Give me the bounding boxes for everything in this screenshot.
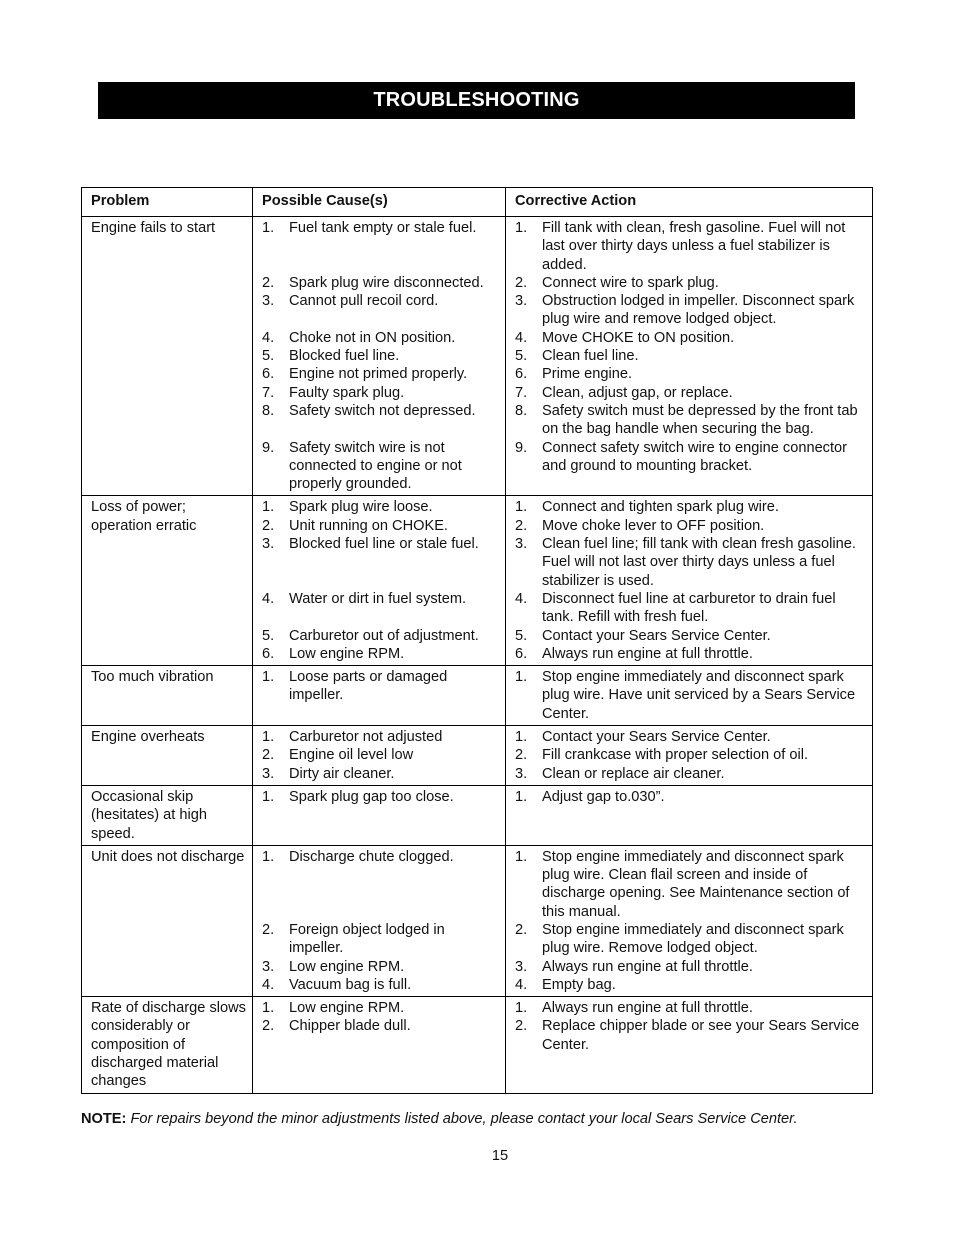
action-item (515, 921, 866, 958)
cause-text: Blocked fuel line. (289, 348, 400, 365)
note (81, 1110, 881, 1128)
action-text: Contact your Sears Service Center. (542, 729, 771, 746)
action-item (515, 439, 866, 476)
cause-text: Faulty spark plug. (289, 384, 405, 401)
cause-text: Unit running on CHOKE. (289, 517, 448, 534)
spacer (262, 572, 499, 590)
cause-number: 5. (262, 627, 275, 644)
problem-cell: Loss of power; operation erratic (82, 496, 253, 666)
action-number: 1. (515, 848, 528, 865)
action-text: Replace chipper blade or see your Sears Service Center. (542, 1018, 860, 1053)
cause-text: Water or dirt in fuel system. (289, 590, 467, 607)
spacer (262, 237, 499, 255)
table-row (82, 217, 873, 496)
action-text: Connect and tighten spark plug wire. (542, 499, 779, 516)
action-number: 5. (515, 627, 528, 644)
spacer (262, 866, 499, 884)
action-item (515, 498, 866, 516)
action-item (515, 746, 866, 764)
action-number: 9. (515, 439, 528, 456)
cause-cell (253, 997, 506, 1093)
cause-text: Carburetor out of adjustment. (289, 627, 479, 644)
cause-item (262, 999, 499, 1017)
action-number: 2. (515, 517, 528, 534)
table-header-row (82, 188, 873, 217)
action-text: Obstruction lodged in impeller. Disconnect spark plug wire and remove lodged object. (542, 293, 855, 328)
cause-number: 9. (262, 439, 275, 456)
action-number: 1. (515, 220, 528, 236)
spacer (262, 608, 499, 626)
action-text: Fill tank with clean, fresh gasoline. Fuel will not last over thirty days unless a fuel stabilizer is added. (542, 220, 846, 273)
action-text: Safety switch must be depressed by the front tab on the bag handle when securing the bag. (542, 402, 858, 438)
action-cell (506, 217, 873, 496)
action-text: Always run engine at full throttle. (542, 645, 753, 662)
action-item (515, 535, 866, 590)
table-row (82, 666, 873, 726)
action-number: 2. (515, 274, 528, 291)
action-item (515, 668, 866, 723)
cause-number: 1. (262, 1000, 275, 1017)
action-number: 4. (515, 976, 528, 993)
action-item (515, 788, 866, 806)
cause-item (262, 365, 499, 383)
cause-item (262, 274, 499, 292)
action-number: 8. (515, 402, 528, 419)
column-header-causes: Possible Cause(s) (253, 188, 506, 217)
action-text: Move choke lever to OFF position. (542, 517, 765, 534)
action-number: 1. (515, 669, 528, 686)
action-number: 6. (515, 366, 528, 383)
spacer (262, 420, 499, 438)
cause-cell (253, 785, 506, 845)
page-title: TROUBLESHOOTING (373, 89, 580, 111)
action-text: Contact your Sears Service Center. (542, 627, 771, 644)
action-item (515, 627, 866, 645)
cause-item (262, 347, 499, 365)
problem-cell: Occasional skip (hesitates) at high speed. (82, 785, 253, 845)
action-cell (506, 726, 873, 786)
cause-item (262, 517, 499, 535)
cause-cell (253, 666, 506, 726)
action-number: 5. (515, 348, 528, 365)
action-number: 1. (515, 729, 528, 746)
cause-item (262, 848, 499, 866)
action-number: 4. (515, 329, 528, 346)
action-item (515, 402, 866, 439)
cause-number: 3. (262, 765, 275, 782)
column-header-problem: Problem (82, 188, 253, 217)
cause-text: Engine oil level low (289, 747, 414, 764)
cause-number: 3. (262, 536, 275, 553)
cause-number: 6. (262, 645, 275, 662)
cause-text: Choke not in ON position. (289, 329, 456, 346)
action-number: 7. (515, 384, 528, 401)
cause-item (262, 668, 499, 705)
action-item (515, 958, 866, 976)
cause-number: 8. (262, 402, 275, 419)
action-cell (506, 785, 873, 845)
note-label: NOTE: (81, 1111, 127, 1127)
section-title-banner (98, 82, 855, 119)
action-text: Adjust gap to.030”. (542, 788, 665, 805)
cause-text: Discharge chute clogged. (289, 848, 454, 865)
cause-number: 7. (262, 384, 275, 401)
table-row (82, 785, 873, 845)
cause-item (262, 384, 499, 402)
cause-item (262, 402, 499, 420)
action-number: 6. (515, 645, 528, 662)
spacer (262, 884, 499, 902)
cause-number: 5. (262, 348, 275, 365)
cause-item (262, 765, 499, 783)
cause-number: 2. (262, 747, 275, 764)
cause-item (262, 746, 499, 764)
cause-cell (253, 726, 506, 786)
action-text: Clean fuel line. (542, 348, 639, 365)
problem-cell: Engine fails to start (82, 217, 253, 496)
action-text: Always run engine at full throttle. (542, 958, 753, 975)
action-number: 2. (515, 747, 528, 764)
table-row (82, 496, 873, 666)
cause-number: 4. (262, 590, 275, 607)
spacer (262, 903, 499, 921)
cause-text: Dirty air cleaner. (289, 765, 395, 782)
action-item (515, 645, 866, 663)
action-text: Clean, adjust gap, or replace. (542, 384, 733, 401)
cause-number: 2. (262, 274, 275, 291)
problem-cell: Engine overheats (82, 726, 253, 786)
action-cell (506, 496, 873, 666)
cause-item (262, 627, 499, 645)
action-number: 1. (515, 1000, 528, 1017)
action-number: 2. (515, 921, 528, 938)
action-item (515, 976, 866, 994)
action-number: 4. (515, 590, 528, 607)
cause-number: 4. (262, 329, 275, 346)
cause-number: 2. (262, 921, 275, 938)
cause-text: Loose parts or damaged impeller. (289, 669, 448, 704)
cause-number: 1. (262, 788, 275, 805)
table-body (82, 217, 873, 1094)
cause-text: Spark plug wire loose. (289, 499, 433, 516)
cause-number: 1. (262, 220, 275, 236)
action-number: 3. (515, 765, 528, 782)
action-cell (506, 845, 873, 996)
cause-text: Vacuum bag is full. (289, 976, 412, 993)
action-text: Move CHOKE to ON position. (542, 329, 735, 346)
action-text: Connect safety switch wire to engine connector and ground to mounting bracket. (542, 439, 848, 474)
action-item (515, 384, 866, 402)
cause-text: Engine not primed properly. (289, 366, 468, 383)
action-cell (506, 666, 873, 726)
action-text: Always run engine at full throttle. (542, 1000, 753, 1017)
action-number: 2. (515, 1018, 528, 1035)
cause-number: 2. (262, 517, 275, 534)
action-text: Connect wire to spark plug. (542, 274, 719, 291)
problem-cell: Unit does not discharge (82, 845, 253, 996)
cause-item (262, 292, 499, 310)
action-number: 3. (515, 536, 528, 553)
cause-text: Low engine RPM. (289, 1000, 405, 1017)
action-item (515, 999, 866, 1017)
action-text: Stop engine immediately and disconnect spark plug wire. Have unit serviced by a Sears Service Center. (542, 669, 856, 722)
action-item (515, 329, 866, 347)
cause-item (262, 645, 499, 663)
action-text: Prime engine. (542, 366, 633, 383)
cause-cell (253, 845, 506, 996)
cause-item (262, 590, 499, 608)
cause-number: 6. (262, 366, 275, 383)
action-item (515, 347, 866, 365)
action-number: 3. (515, 293, 528, 310)
troubleshooting-table (81, 187, 873, 1094)
cause-number: 1. (262, 848, 275, 865)
cause-text: Blocked fuel line or stale fuel. (289, 536, 479, 553)
action-text: Clean fuel line; fill tank with clean fresh gasoline. Fuel will not last over thirty days unless a fuel stabilizer is used. (542, 536, 856, 589)
cause-text: Spark plug gap too close. (289, 788, 454, 805)
cause-item (262, 535, 499, 553)
spacer (262, 553, 499, 571)
cause-number: 4. (262, 976, 275, 993)
action-text: Stop engine immediately and disconnect spark plug wire. Clean flail screen and inside of discharge opening. See Maintenance section of this manual. (542, 848, 850, 920)
table-row (82, 997, 873, 1093)
action-item (515, 517, 866, 535)
cause-number: 1. (262, 729, 275, 746)
action-item (515, 219, 866, 274)
cause-text: Low engine RPM. (289, 645, 405, 662)
cause-number: 1. (262, 669, 275, 686)
cause-item (262, 439, 499, 494)
cause-text: Carburetor not adjusted (289, 729, 443, 746)
column-header-actions: Corrective Action (506, 188, 873, 217)
action-text: Fill crankcase with proper selection of oil. (542, 747, 809, 764)
cause-item (262, 958, 499, 976)
cause-text: Cannot pull recoil cord. (289, 293, 439, 310)
problem-cell: Too much vibration (82, 666, 253, 726)
cause-item (262, 498, 499, 516)
cause-text: Low engine RPM. (289, 958, 405, 975)
action-number: 3. (515, 958, 528, 975)
action-number: 1. (515, 788, 528, 805)
action-item (515, 365, 866, 383)
action-item (515, 728, 866, 746)
cause-item (262, 329, 499, 347)
cause-text: Fuel tank empty or stale fuel. (289, 220, 477, 236)
cause-text: Safety switch not depressed. (289, 402, 476, 419)
cause-number: 3. (262, 958, 275, 975)
cause-number: 1. (262, 499, 275, 516)
cause-item (262, 1017, 499, 1035)
action-item (515, 292, 866, 329)
cause-cell (253, 496, 506, 666)
cause-item (262, 921, 499, 958)
action-text: Clean or replace air cleaner. (542, 765, 725, 782)
note-text: For repairs beyond the minor adjustments listed above, please contact your local Sears Service Center. (130, 1111, 798, 1127)
cause-cell (253, 217, 506, 496)
spacer (262, 310, 499, 328)
cause-item (262, 219, 499, 237)
cause-text: Chipper blade dull. (289, 1018, 411, 1035)
cause-item (262, 976, 499, 994)
action-item (515, 765, 866, 783)
cause-number: 3. (262, 293, 275, 310)
cause-text: Safety switch wire is not connected to engine or not properly grounded. (289, 439, 462, 493)
problem-cell: Rate of discharge slows considerably or composition of discharged material changes (82, 997, 253, 1093)
table-row (82, 726, 873, 786)
action-item (515, 1017, 866, 1054)
action-item (515, 848, 866, 921)
action-text: Disconnect fuel line at carburetor to drain fuel tank. Refill with fresh fuel. (542, 590, 836, 626)
cause-text: Foreign object lodged in impeller. (289, 921, 445, 957)
cause-item (262, 788, 499, 806)
spacer (262, 256, 499, 274)
action-item (515, 590, 866, 627)
table-row (82, 845, 873, 996)
page-number: 15 (491, 1148, 509, 1164)
cause-text: Spark plug wire disconnected. (289, 274, 484, 291)
cause-item (262, 728, 499, 746)
action-text: Stop engine immediately and disconnect spark plug wire. Remove lodged object. (542, 921, 844, 957)
action-text: Empty bag. (542, 976, 616, 993)
action-item (515, 274, 866, 292)
action-cell (506, 997, 873, 1093)
cause-number: 2. (262, 1018, 275, 1035)
action-number: 1. (515, 499, 528, 516)
